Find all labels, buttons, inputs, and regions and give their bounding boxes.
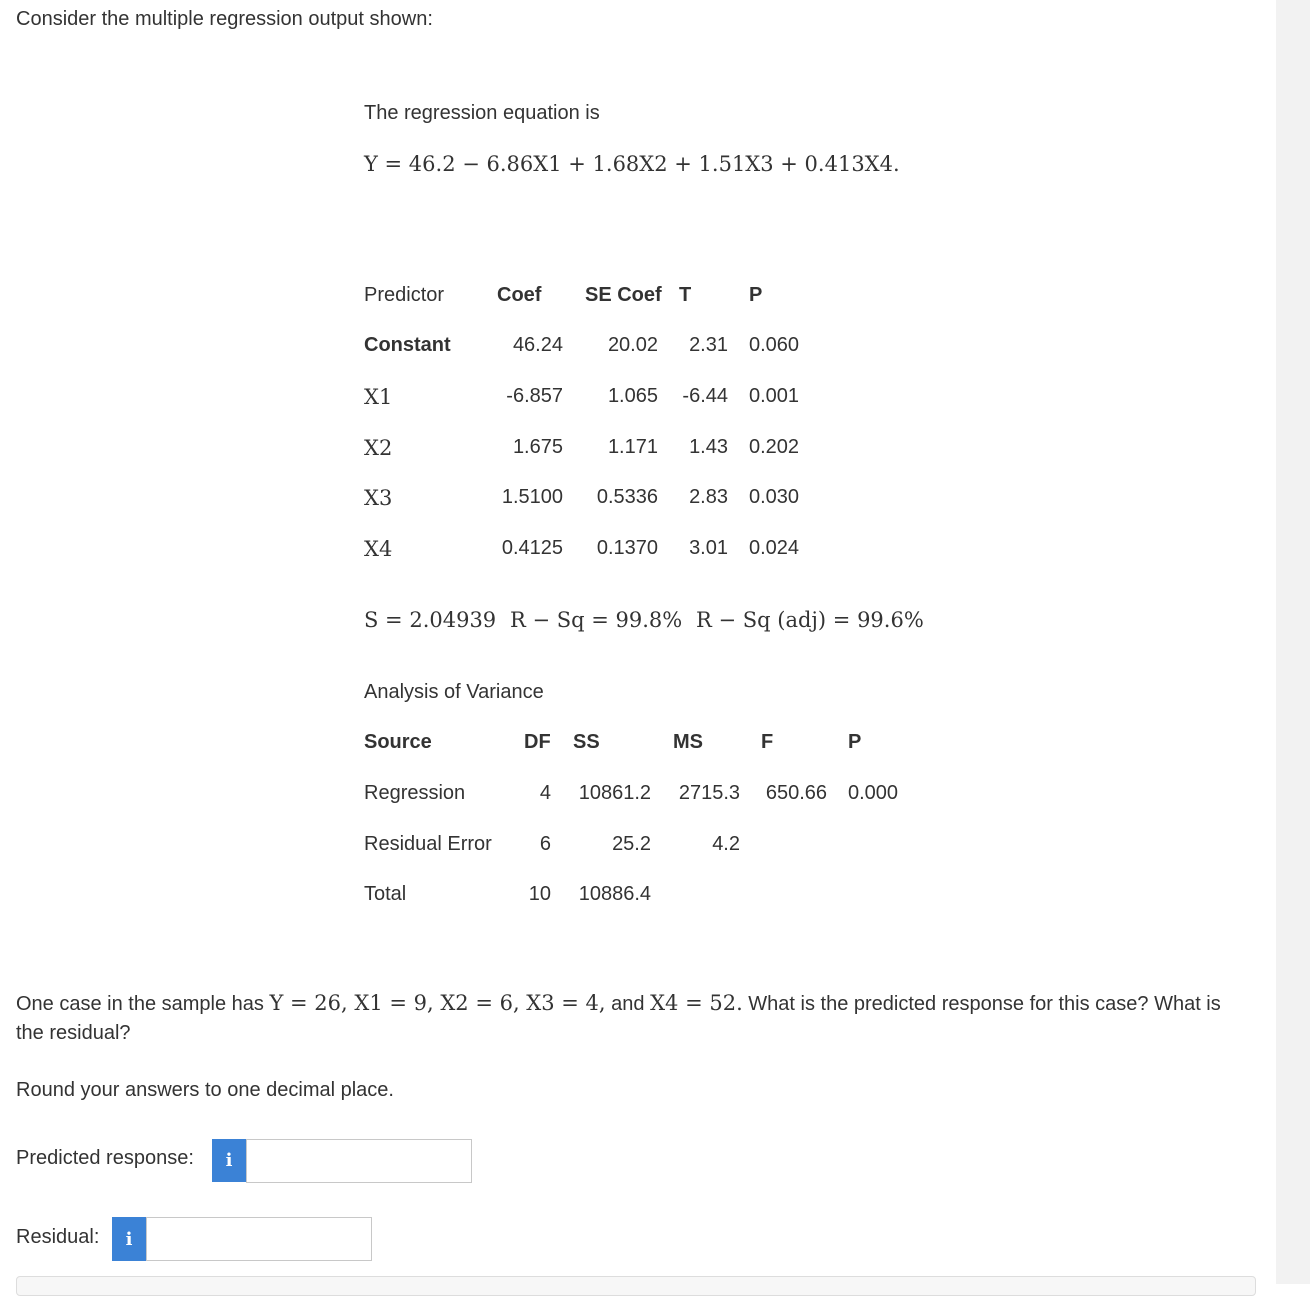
anova-p: 0.000 bbox=[848, 782, 899, 804]
fit-stat-s: S = 2.04939 bbox=[364, 608, 497, 632]
predictor-x4: X4 bbox=[364, 537, 393, 561]
x4-value: X4 = 52. bbox=[650, 991, 743, 1015]
t-value: 1.43 bbox=[689, 436, 728, 458]
coef-value: 1.675 bbox=[512, 436, 563, 458]
question-line-2: the residual? bbox=[16, 1022, 131, 1044]
next-section-box bbox=[16, 1276, 1256, 1296]
t-value: 2.83 bbox=[689, 486, 728, 508]
anova-df: 10 bbox=[528, 883, 551, 905]
p-value: 0.024 bbox=[749, 537, 800, 559]
anova-header-df: DF bbox=[524, 731, 551, 753]
header-p: P bbox=[749, 284, 763, 306]
anova-header-f: F bbox=[761, 731, 774, 753]
anova-df: 6 bbox=[539, 833, 551, 855]
se-coef-value: 1.171 bbox=[607, 436, 658, 458]
predictor-x3: X3 bbox=[364, 486, 393, 510]
p-value: 0.001 bbox=[749, 385, 800, 407]
residual-input[interactable] bbox=[146, 1217, 372, 1261]
coef-value: 1.5100 bbox=[501, 486, 563, 508]
header-t: T bbox=[679, 284, 692, 306]
anova-ss: 10886.4 bbox=[578, 883, 651, 905]
question-line-1 bbox=[16, 991, 1221, 1016]
anova-header-ms: MS bbox=[673, 731, 703, 753]
case-values: Y = 26, X1 = 9, X2 = 6, X3 = 4, bbox=[269, 991, 606, 1015]
anova-ss: 10861.2 bbox=[578, 782, 651, 804]
anova-ms: 4.2 bbox=[712, 833, 740, 855]
anova-header-ss: SS bbox=[573, 731, 600, 753]
fit-stat-rsq-adj: R − Sq (adj) = 99.6% bbox=[696, 608, 924, 632]
question-text: One case in the sample has bbox=[16, 993, 270, 1015]
p-value: 0.030 bbox=[749, 486, 800, 508]
intro-text: Consider the multiple regression output shown: bbox=[16, 8, 433, 30]
anova-f: 650.66 bbox=[765, 782, 827, 804]
t-value: 2.31 bbox=[689, 334, 728, 356]
predicted-response-label: Predicted response: bbox=[16, 1147, 194, 1169]
right-margin-strip bbox=[1276, 0, 1310, 1284]
header-predictor: Predictor bbox=[364, 284, 445, 306]
info-icon[interactable]: i bbox=[112, 1217, 146, 1261]
anova-df: 4 bbox=[539, 782, 551, 804]
anova-ms: 2715.3 bbox=[678, 782, 740, 804]
predicted-response-input[interactable] bbox=[246, 1139, 472, 1183]
anova-source: Total bbox=[364, 883, 407, 905]
predictor-constant: Constant bbox=[364, 334, 451, 356]
residual-label: Residual: bbox=[16, 1226, 100, 1248]
anova-title: Analysis of Variance bbox=[364, 681, 544, 703]
t-value: -6.44 bbox=[682, 385, 728, 407]
coef-value: 0.4125 bbox=[501, 537, 563, 559]
t-value: 3.01 bbox=[689, 537, 728, 559]
p-value: 0.202 bbox=[749, 436, 800, 458]
anova-header-p: P bbox=[848, 731, 862, 753]
predictor-x1: X1 bbox=[364, 385, 393, 409]
predictor-x2: X2 bbox=[364, 436, 393, 460]
header-se-coef: SE Coef bbox=[585, 284, 662, 306]
anova-source: Regression bbox=[364, 782, 466, 804]
info-icon[interactable]: i bbox=[212, 1139, 246, 1182]
coef-value: -6.857 bbox=[506, 385, 563, 407]
header-coef: Coef bbox=[497, 284, 542, 306]
se-coef-value: 1.065 bbox=[607, 385, 658, 407]
question-text: What is the predicted response for this case? What is bbox=[742, 993, 1221, 1015]
anova-header-source: Source bbox=[364, 731, 432, 753]
regression-equation: Y = 46.2 − 6.86X1 + 1.68X2 + 1.51X3 + 0.413X4. bbox=[364, 152, 900, 176]
equation-label: The regression equation is bbox=[364, 102, 600, 124]
p-value: 0.060 bbox=[749, 334, 800, 356]
anova-ss: 25.2 bbox=[612, 833, 651, 855]
anova-source: Residual Error bbox=[364, 833, 492, 855]
se-coef-value: 0.1370 bbox=[596, 537, 658, 559]
fit-stat-rsq: R − Sq = 99.8% bbox=[510, 608, 683, 632]
question-text: and bbox=[605, 993, 651, 1015]
se-coef-value: 0.5336 bbox=[596, 486, 658, 508]
coef-value: 46.24 bbox=[512, 334, 563, 356]
instruction-text: Round your answers to one decimal place. bbox=[16, 1079, 394, 1101]
se-coef-value: 20.02 bbox=[607, 334, 658, 356]
